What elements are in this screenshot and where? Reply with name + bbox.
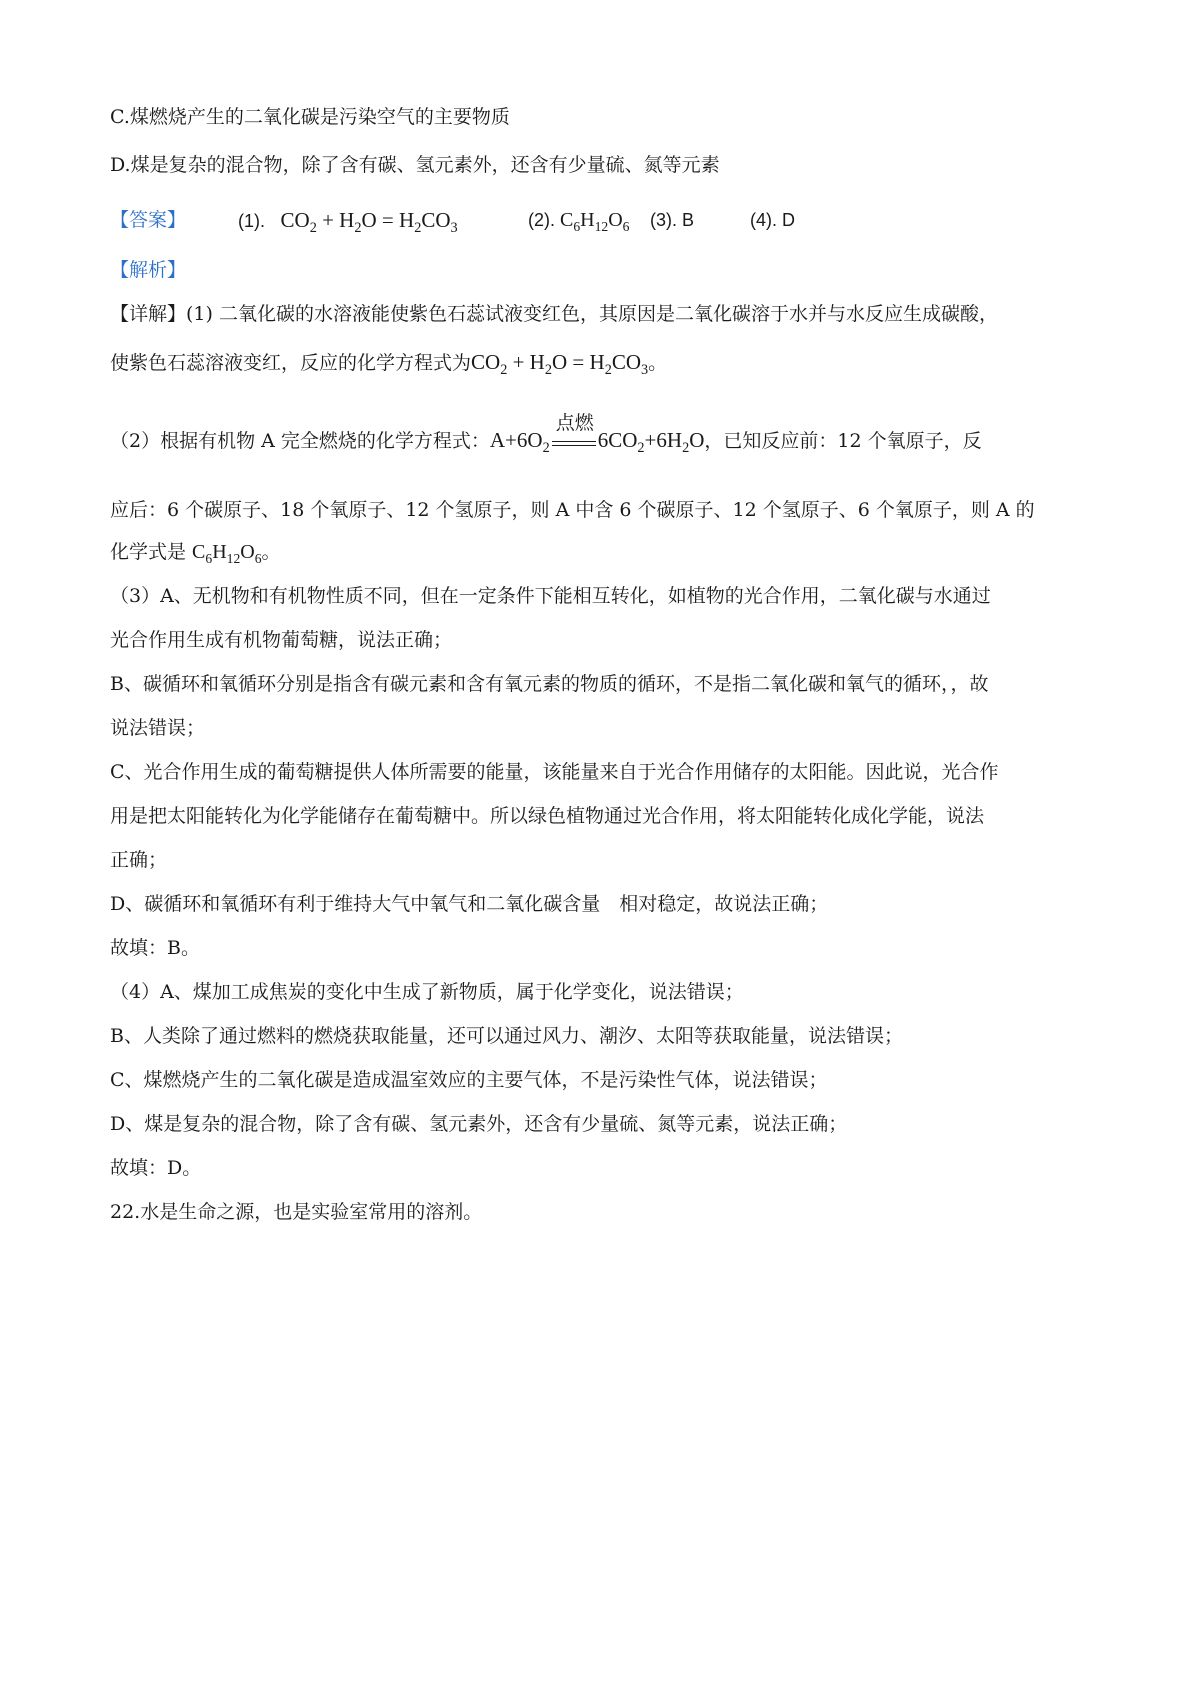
answer-item-2 [528,206,629,234]
detail-p1-equation: $CO_2 + H_2O = H_2CO_3$ [471,350,649,378]
detail-p4-line2: B、人类除了通过燃料的燃烧获取能量，还可以通过风力、潮汐、太阳等获取能量，说法错误； [110,1025,903,1047]
answer-item-3: (3). B [650,210,695,230]
analysis-tag: 【解析】 [110,259,187,281]
detail-p3-line3: B、碳循环和氧循环分别是指含有碳元素和含有氧元素的物质的循环，不是指二氧化碳和氧气的循环，，故 [110,673,989,695]
detail-p2-line1-end: ，已知反应前：12 个氧原子，反 [704,430,982,452]
detail-p2-line2: 应后：6 个碳原子、18 个氧原子、12 个氢原子，则 A 中含 6 个碳原子、12 个氢原子、6 个氧原子，则 A 的 [110,499,1035,521]
detail-p3-line7: 正确； [110,849,168,871]
answer-formula-2: $C_6H_{12}O_6$ [560,209,630,234]
detail-p1-line1: 【详解】(1) 二氧化碳的水溶液能使紫色石蕊试液变红色，其原因是二氧化碳溶于水并与水反应生成碳酸， [110,303,998,325]
option-d: D.煤是复杂的混合物，除了含有碳、氢元素外，还含有少量硫、氮等元素 [110,154,720,176]
answer-tag: 【答案】 [110,209,187,231]
detail-p4-line3: C、煤燃烧产生的二氧化碳是造成温室效应的主要气体，不是污染性气体，说法错误； [110,1069,828,1091]
detail-p2-line3-text: 化学式是 [110,541,193,563]
detail-p2-line1-text: （2）根据有机物 A 完全燃烧的化学方程式： [110,430,490,452]
detail-p3-line4: 说法错误； [110,717,206,739]
answer-equation-1: $CO_2 + H_2O = H_2CO_3$ [270,208,458,236]
detail-p2-line3 [110,538,1100,566]
reaction-condition: 点燃 [555,413,594,434]
detail-p4-line4: D、煤是复杂的混合物，除了含有碳、氢元素外，还含有少量硫、氮等元素，说法正确； [110,1113,848,1135]
reaction-arrow [552,413,596,450]
answer-item-4: (4). D [750,210,795,230]
detail-p3-line6: 用是把太阳能转化为化学能储存在葡萄糖中。所以绿色植物通过光合作用，将太阳能转化成化学能，说法 [110,805,985,827]
detail-p3-line5: C、光合作用生成的葡萄糖提供人体所需要的能量，该能量来自于光合作用储存的太阳能。因此说，光合作 [110,761,999,783]
detail-p1-line2-text: 使紫色石蕊溶液变红，反应的化学方程式为 [110,352,472,374]
answer-item-2-label: (2). [528,210,555,230]
detail-p3-line9: 故填：B。 [110,937,200,959]
detail-p4-line1: （4）A、煤加工成焦炭的变化中生成了新物质，属于化学变化，说法错误； [110,981,744,1003]
combustion-equation: $A+6O_2$ 点燃 $6CO_2+6H_2O$ [490,428,704,452]
option-c: C.煤燃烧产生的二氧化碳是污染空气的主要物质 [110,106,510,128]
detail-p3-line8: D、碳循环和氧循环有利于维持大气中氧气和二氧化碳含量 相对稳定，故说法正确； [110,893,829,915]
detail-p3-line2: 光合作用生成有机物葡萄糖，说法正确； [110,629,453,651]
glucose-formula: $C_6H_{12}O_6$ [192,541,262,566]
detail-p4-line5: 故填：D。 [110,1157,202,1179]
detail-p1-line2-end: 。 [648,352,668,374]
answer-item-1 [238,206,458,235]
answer-item-1-label: (1). [238,211,265,231]
detail-p3-line1: （3）A、无机物和有机物性质不同，但在一定条件下能相互转化，如植物的光合作用，二氧化碳与水通过 [110,585,991,607]
answer-row [110,206,1100,236]
detail-p2-line1 [110,413,1100,456]
detail-p2-line3-end: 。 [261,541,281,563]
detail-p1-line2 [110,348,1100,377]
next-question: 22.水是生命之源，也是实验室常用的溶剂。 [110,1201,483,1223]
